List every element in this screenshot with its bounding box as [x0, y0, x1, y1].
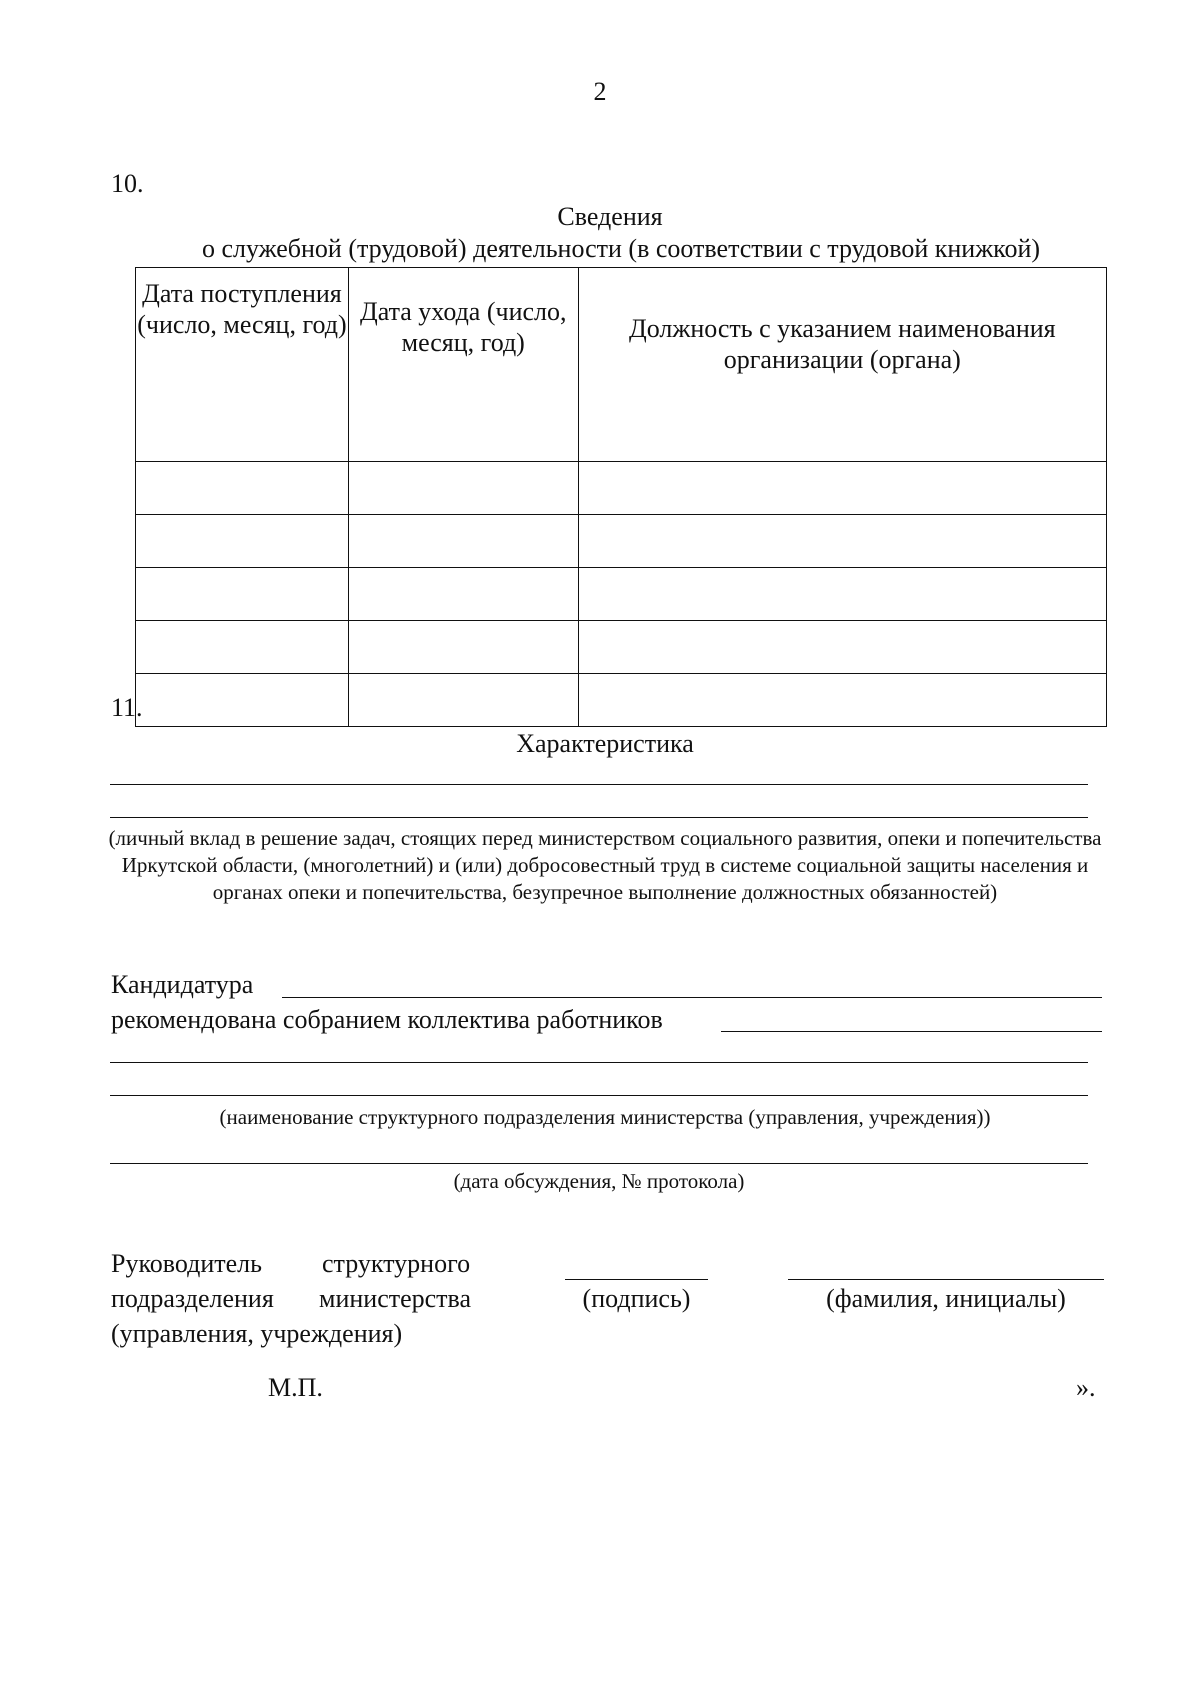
table-header-row	[136, 268, 1107, 462]
unit-line-2[interactable]	[110, 1068, 1088, 1094]
end-date-input[interactable]	[349, 568, 578, 620]
head-title-word-2: структурного	[322, 1249, 471, 1278]
signature-input[interactable]	[565, 1252, 708, 1278]
unit-hint: (наименование структурного подразделения министерства (управления, учреждения))	[219, 1105, 991, 1129]
table-cell[interactable]	[578, 515, 1106, 568]
table-cell[interactable]	[578, 568, 1106, 621]
table-cell[interactable]	[348, 621, 578, 674]
closing-quote: ».	[1076, 1373, 1096, 1402]
signature-underline	[565, 1279, 708, 1280]
table-cell[interactable]	[136, 674, 349, 727]
table-cell[interactable]	[348, 462, 578, 515]
position-input[interactable]	[579, 462, 1106, 514]
position-input[interactable]	[579, 621, 1106, 673]
end-date-input[interactable]	[349, 674, 578, 726]
stamp-placeholder: М.П.	[268, 1373, 323, 1402]
discussion-date-input[interactable]	[110, 1136, 1088, 1162]
characteristic-line-1[interactable]	[110, 757, 1088, 783]
table-cell[interactable]	[578, 462, 1106, 515]
unit-line-1[interactable]	[110, 1035, 1088, 1061]
table-cell[interactable]	[348, 568, 578, 621]
unit-underline-2	[110, 1095, 1088, 1096]
section-10-title: Сведения	[557, 202, 663, 231]
position-input[interactable]	[579, 674, 1106, 726]
table-row	[136, 568, 1107, 621]
table-row	[136, 621, 1107, 674]
table-cell[interactable]	[136, 568, 349, 621]
characteristic-underline-1	[110, 784, 1088, 785]
head-title-word-4: министерства	[319, 1284, 472, 1313]
head-name-underline	[788, 1279, 1104, 1280]
signature-hint: (подпись)	[582, 1284, 691, 1313]
table-cell[interactable]	[136, 515, 349, 568]
head-title-word-3: подразделения	[111, 1284, 274, 1313]
head-title-word-1: Руководитель	[111, 1249, 262, 1278]
head-title-line-3: (управления, учреждения)	[111, 1319, 403, 1348]
section-10-number: 10.	[111, 169, 144, 198]
candidacy-label: Кандидатура	[111, 970, 254, 999]
start-date-input[interactable]	[136, 515, 348, 567]
table-cell[interactable]	[348, 674, 578, 727]
recommended-label: рекомендована собранием коллектива работников	[111, 1005, 663, 1034]
start-date-input[interactable]	[136, 674, 348, 726]
table-cell[interactable]	[348, 515, 578, 568]
characteristic-underline-2	[110, 817, 1088, 818]
end-date-input[interactable]	[349, 515, 578, 567]
end-date-input[interactable]	[349, 462, 578, 514]
section-10-subtitle: о служебной (трудовой) деятельности (в соответствии с трудовой книжкой)	[201, 234, 1041, 263]
discussion-date-underline	[110, 1163, 1088, 1164]
table-row	[136, 515, 1107, 568]
table-row	[136, 462, 1107, 515]
recommended-input[interactable]	[721, 1004, 1102, 1030]
column-header-start-date: Дата поступления (число, месяц, год)	[136, 268, 349, 462]
recommended-underline	[721, 1031, 1102, 1032]
head-name-input[interactable]	[788, 1252, 1104, 1278]
table-row	[136, 674, 1107, 727]
column-header-end-date: Дата ухода (число, месяц, год)	[348, 268, 578, 462]
candidacy-underline	[282, 997, 1102, 998]
table-cell[interactable]	[578, 674, 1106, 727]
position-input[interactable]	[579, 515, 1106, 567]
page-number: 2	[593, 77, 607, 106]
characteristic-line-2[interactable]	[110, 790, 1088, 816]
section-11-number: 11.	[111, 693, 143, 722]
position-input[interactable]	[579, 568, 1106, 620]
start-date-input[interactable]	[136, 621, 348, 673]
end-date-input[interactable]	[349, 621, 578, 673]
unit-underline-1	[110, 1062, 1088, 1063]
work-history-table	[135, 267, 1107, 727]
start-date-input[interactable]	[136, 568, 348, 620]
table-cell[interactable]	[136, 462, 349, 515]
name-hint: (фамилия, инициалы)	[826, 1284, 1066, 1313]
date-hint: (дата обсуждения, № протокола)	[453, 1169, 745, 1193]
table-cell[interactable]	[136, 621, 349, 674]
candidacy-input[interactable]	[282, 970, 1102, 996]
characteristic-hint: (личный вклад в решение задач, стоящих перед министерством социального развития, опеки и попечительства Иркутской области, (многолетний) и (или) добросовестный труд в системе социальной защиты населения и органах опеки и попечительства, безупречное выполнение должностных обязанностей)	[108, 826, 1102, 904]
section-11-title: Характеристика	[516, 729, 694, 758]
start-date-input[interactable]	[136, 462, 348, 514]
table-cell[interactable]	[578, 621, 1106, 674]
column-header-position: Должность с указанием наименования организации (органа)	[578, 268, 1106, 462]
